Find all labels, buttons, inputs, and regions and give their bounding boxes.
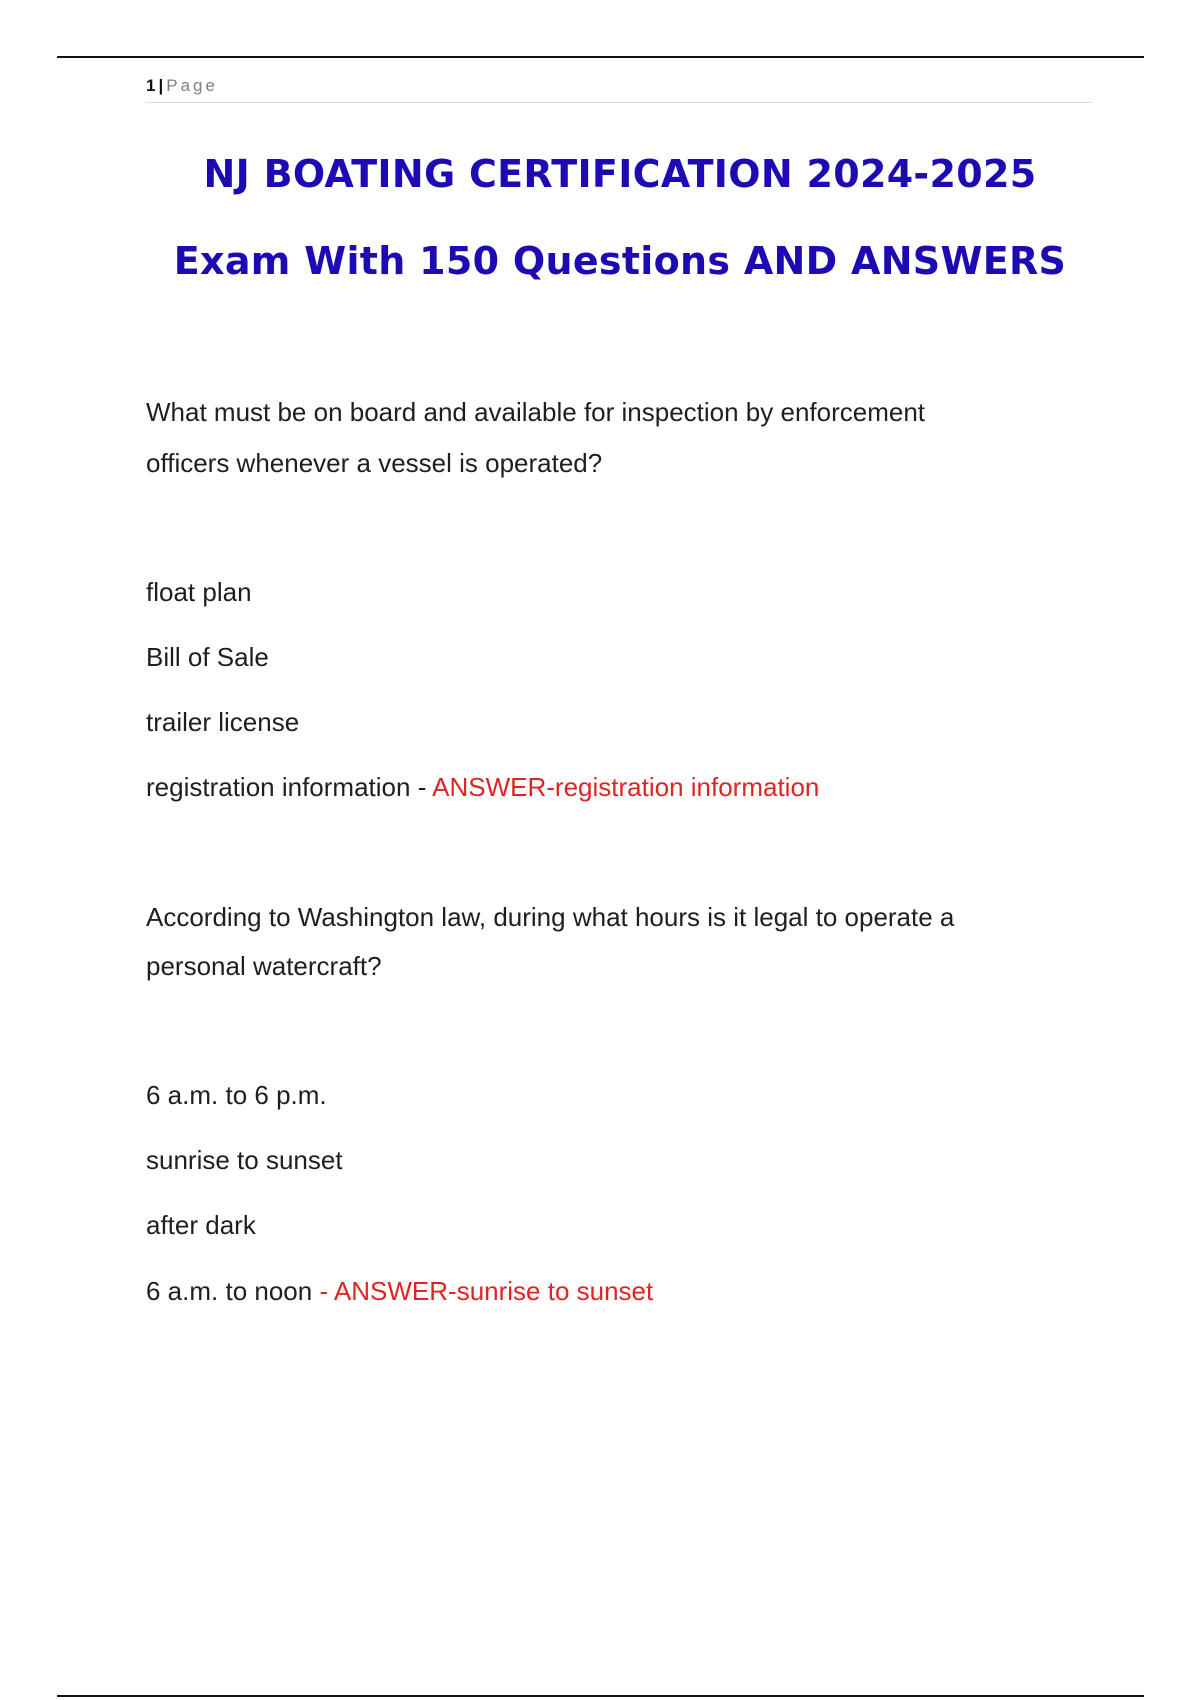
question-text-line-1: What must be on board and available for inspection by enforcement	[146, 397, 926, 427]
top-rule	[57, 56, 1144, 58]
answer-option: float plan	[146, 577, 252, 607]
question-text-line-2: officers whenever a vessel is operated?	[146, 448, 603, 478]
page-label: Page	[166, 76, 218, 95]
document-title-line-1: NJ BOATING CERTIFICATION 2024-2025	[203, 152, 1037, 196]
correct-answer: ANSWER-registration information	[432, 772, 820, 802]
answer-separator: -	[410, 772, 433, 802]
answer-option: 6 a.m. to noon	[146, 1276, 313, 1306]
answer-option: after dark	[146, 1210, 256, 1240]
page-number: 1	[146, 76, 156, 95]
question-text-line-2: personal watercraft?	[146, 951, 382, 981]
question-text-line-1: According to Washington law, during what hours is it legal to operate a	[146, 902, 955, 932]
answer-option-with-key	[146, 771, 819, 803]
answer-option: trailer license	[146, 707, 300, 737]
answer-option: sunrise to sunset	[146, 1145, 343, 1175]
answer-option-with-key	[146, 1275, 653, 1307]
document-title-line-2: Exam With 150 Questions AND ANSWERS	[173, 239, 1067, 283]
page-header	[146, 74, 1092, 103]
page-separator: |	[158, 76, 164, 95]
answer-option: 6 a.m. to 6 p.m.	[146, 1080, 327, 1110]
bottom-rule	[57, 1695, 1144, 1697]
answer-option: Bill of Sale	[146, 642, 269, 672]
correct-answer: - ANSWER-sunrise to sunset	[319, 1276, 654, 1306]
answer-option: registration information	[146, 772, 411, 802]
